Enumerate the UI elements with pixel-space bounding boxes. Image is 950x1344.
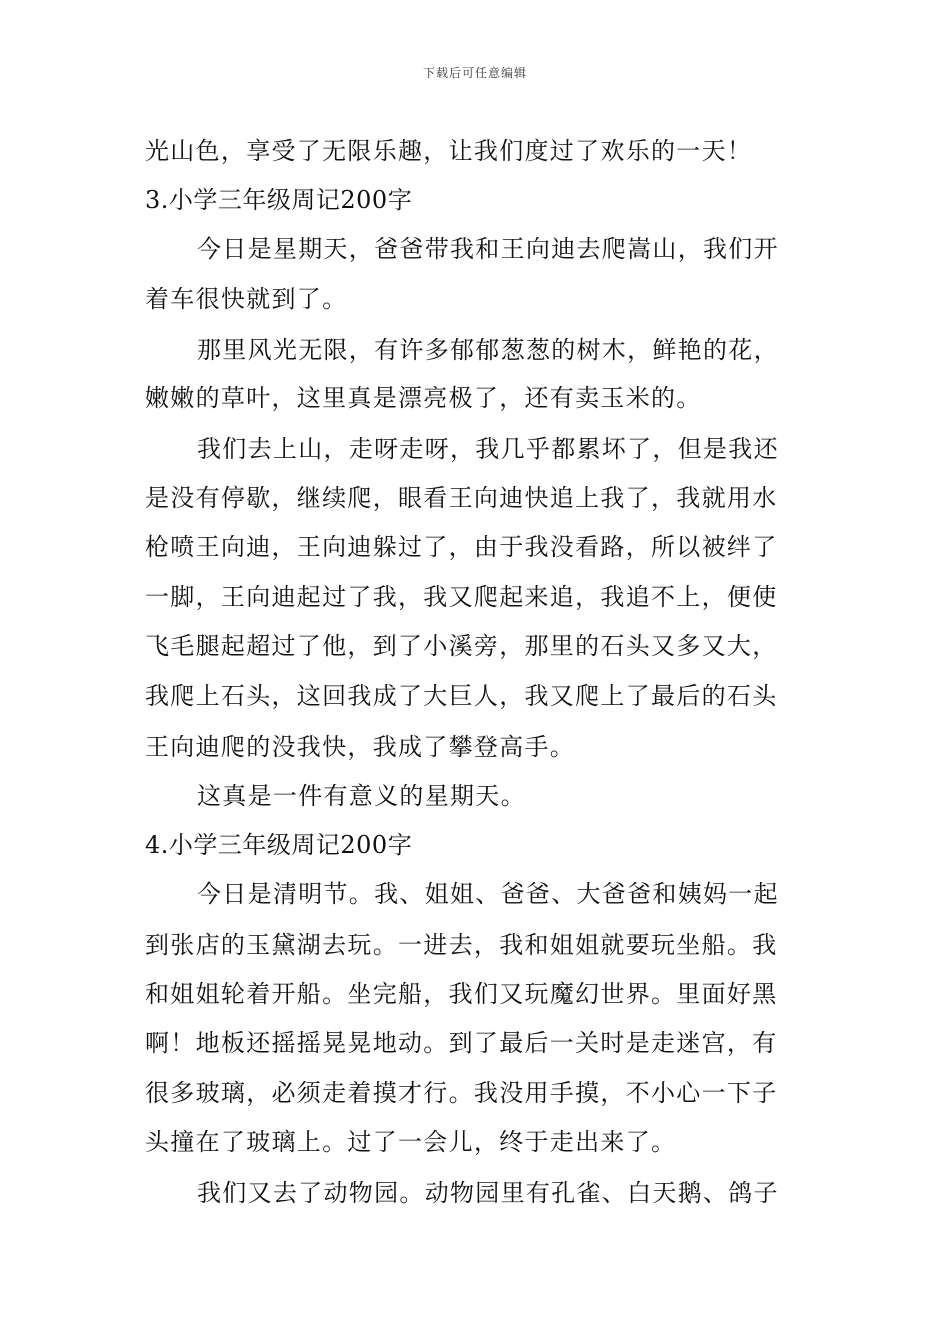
paragraph-line: 那里风光无限，有许多郁郁葱葱的树木，鲜艳的花， <box>197 336 779 364</box>
paragraph-line: 我爬上石头，这回我成了大巨人，我又爬上了最后的石头 <box>145 682 778 710</box>
paragraph-line: 着车很快就到了。 <box>145 285 348 313</box>
paragraph-line: 是没有停歇，继续爬，眼看王向迪快追上我了，我就用水 <box>145 484 778 512</box>
section-heading: 4.小学三年级周记200字 <box>145 831 413 859</box>
paragraph-line: 枪喷王向迪，王向迪躲过了，由于我没看路，所以被绊了 <box>145 533 778 561</box>
page-header: 下载后可任意编辑 <box>422 66 527 80</box>
text-line: 光山色，享受了无限乐趣，让我们度过了欢乐的一天！ <box>145 137 753 165</box>
paragraph-line: 我们去上山，走呀走呀，我几乎都累坏了，但是我还 <box>197 435 779 463</box>
paragraph-line: 王向迪爬的没我快，我成了攀登高手。 <box>145 733 576 761</box>
paragraph-line: 飞毛腿起超过了他，到了小溪旁，那里的石头又多又大， <box>145 632 778 660</box>
paragraph-line: 这真是一件有意义的星期天。 <box>197 782 526 810</box>
paragraph-line: 头撞在了玻璃上。过了一会儿，终于走出来了。 <box>145 1128 677 1156</box>
paragraph-line: 今日是星期天，爸爸带我和王向迪去爬嵩山，我们开 <box>197 235 779 263</box>
paragraph-line: 我们又去了动物园。动物园里有孔雀、白天鹅、鸽子 <box>197 1179 779 1207</box>
paragraph-line: 啊！地板还摇摇晃晃地动。到了最后一关时是走迷宫，有 <box>145 1029 778 1057</box>
paragraph-line: 和姐姐轮着开船。坐完船，我们又玩魔幻世界。里面好黑 <box>145 980 778 1008</box>
paragraph-line: 到张店的玉黛湖去玩。一进去，我和姐姐就要玩坐船。我 <box>145 931 778 959</box>
paragraph-line: 很多玻璃，必须走着摸才行。我没用手摸，不小心一下子 <box>145 1079 778 1107</box>
paragraph-line: 今日是清明节。我、姐姐、爸爸、大爸爸和姨妈一起 <box>197 880 779 908</box>
paragraph-line: 一脚，王向迪起过了我，我又爬起来追，我追不上，便使 <box>145 583 778 611</box>
paragraph-line: 嫩嫩的草叶，这里真是漂亮极了，还有卖玉米的。 <box>145 384 702 412</box>
section-heading: 3.小学三年级周记200字 <box>145 186 413 214</box>
